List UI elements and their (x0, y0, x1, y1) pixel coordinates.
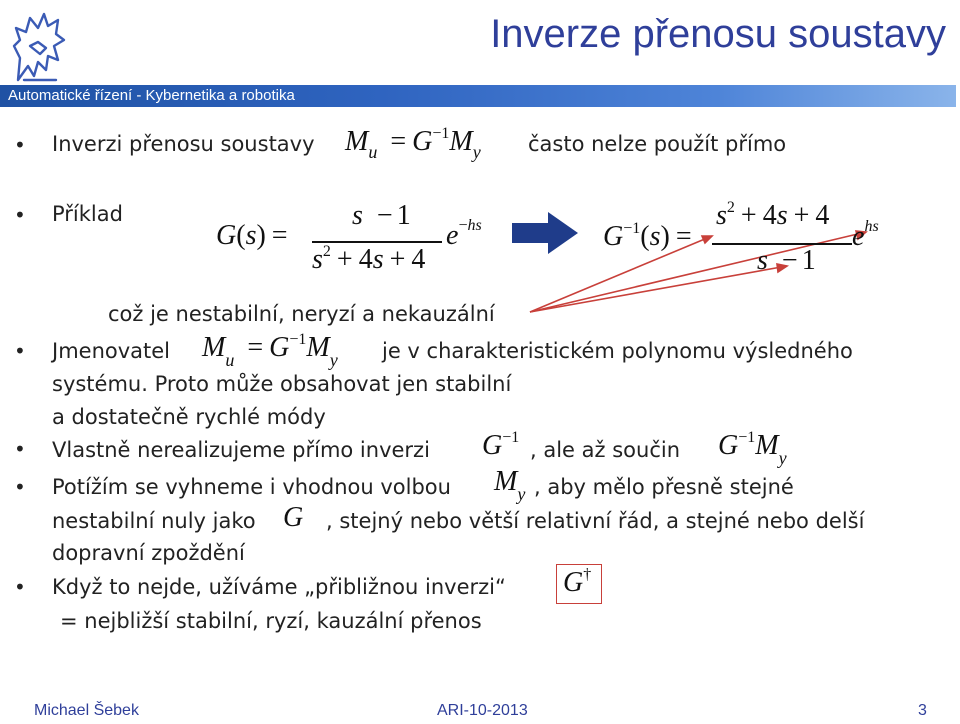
line6-text: a dostatečně rychlé módy (52, 405, 326, 429)
eq-ginv-lhs: $G^{-1}(s)$ = (603, 220, 692, 252)
eq-ginv-den: s − 1 (757, 245, 816, 276)
footer-code: ARI-10-2013 (437, 702, 528, 719)
line7-mid: , ale až součin (530, 438, 681, 462)
bullet-icon: • (14, 437, 26, 461)
header-subtitle: Automatické řízení - Kybernetika a robotika (8, 87, 295, 104)
line8-text: Potížím se vyhneme i vhodnou volbou (52, 475, 451, 499)
line1-tail: často nelze použít přímo (528, 132, 787, 156)
line2-text: Příklad (52, 202, 123, 226)
line10-text: dopravní zpoždění (52, 541, 245, 565)
line9-tail: , stejný nebo větší relativní řád, a stejné nebo delší (326, 509, 865, 533)
bullet-icon: • (14, 475, 26, 499)
bullet-icon: • (14, 575, 26, 599)
blue-arrow-icon (512, 212, 578, 254)
line9-text: nestabilní nuly jako (52, 509, 256, 533)
footer-page: 3 (918, 702, 927, 719)
eq-my: $M_y$ (494, 466, 526, 504)
eq-mu-inv: $M_u = G^{-1}M_y$ (202, 331, 338, 370)
line7-text: Vlastně nerealizujeme přímo inverzi (52, 438, 430, 462)
line4-tail: je v charakteristickém polynomu výsledného (382, 339, 853, 363)
bullet-icon: • (14, 133, 26, 157)
eq-g-inv: $G^{-1}$ (482, 429, 520, 461)
eq-gs-den: $s^2 + 4s + 4$ (312, 243, 426, 275)
eq-g-dagger: G† (563, 566, 592, 598)
line4-text: Jmenovatel (52, 339, 171, 363)
eq-mu-inv: $M_u = G^{-1}M_y$ (345, 125, 481, 162)
bullet-icon: • (14, 339, 26, 363)
line3-text: což je nestabilní, neryzí a nekauzální (108, 302, 495, 326)
line12-text: = nejbližší stabilní, ryzí, kauzální přenos (60, 609, 482, 633)
page-title: Inverze přenosu soustavy (490, 12, 946, 56)
line11-text: Když to nejde, užíváme „přibližnou inverzi“ (52, 575, 506, 599)
footer-author: Michael Šebek (34, 702, 139, 719)
bullet-icon: • (14, 203, 26, 227)
line5-text: systému. Proto může obsahovat jen stabilní (52, 372, 512, 396)
eq-gs-exp: $e^{-hs}$ (446, 217, 482, 251)
eq-g: G (283, 502, 304, 533)
line8-tail: , aby mělo přesně stejné (534, 475, 794, 499)
eq-g-inv-my: $G^{-1}M_y$ (718, 429, 787, 468)
eq-ginv-num: $s^2 + 4s + 4$ (716, 199, 830, 231)
line1-text: Inverzi přenosu soustavy (52, 132, 315, 156)
eq-gs-num: s − 1 (352, 200, 411, 231)
eq-gs-lhs: G(s) = (216, 220, 288, 251)
eq-ginv-exp: $e^{hs}$ (852, 218, 879, 252)
